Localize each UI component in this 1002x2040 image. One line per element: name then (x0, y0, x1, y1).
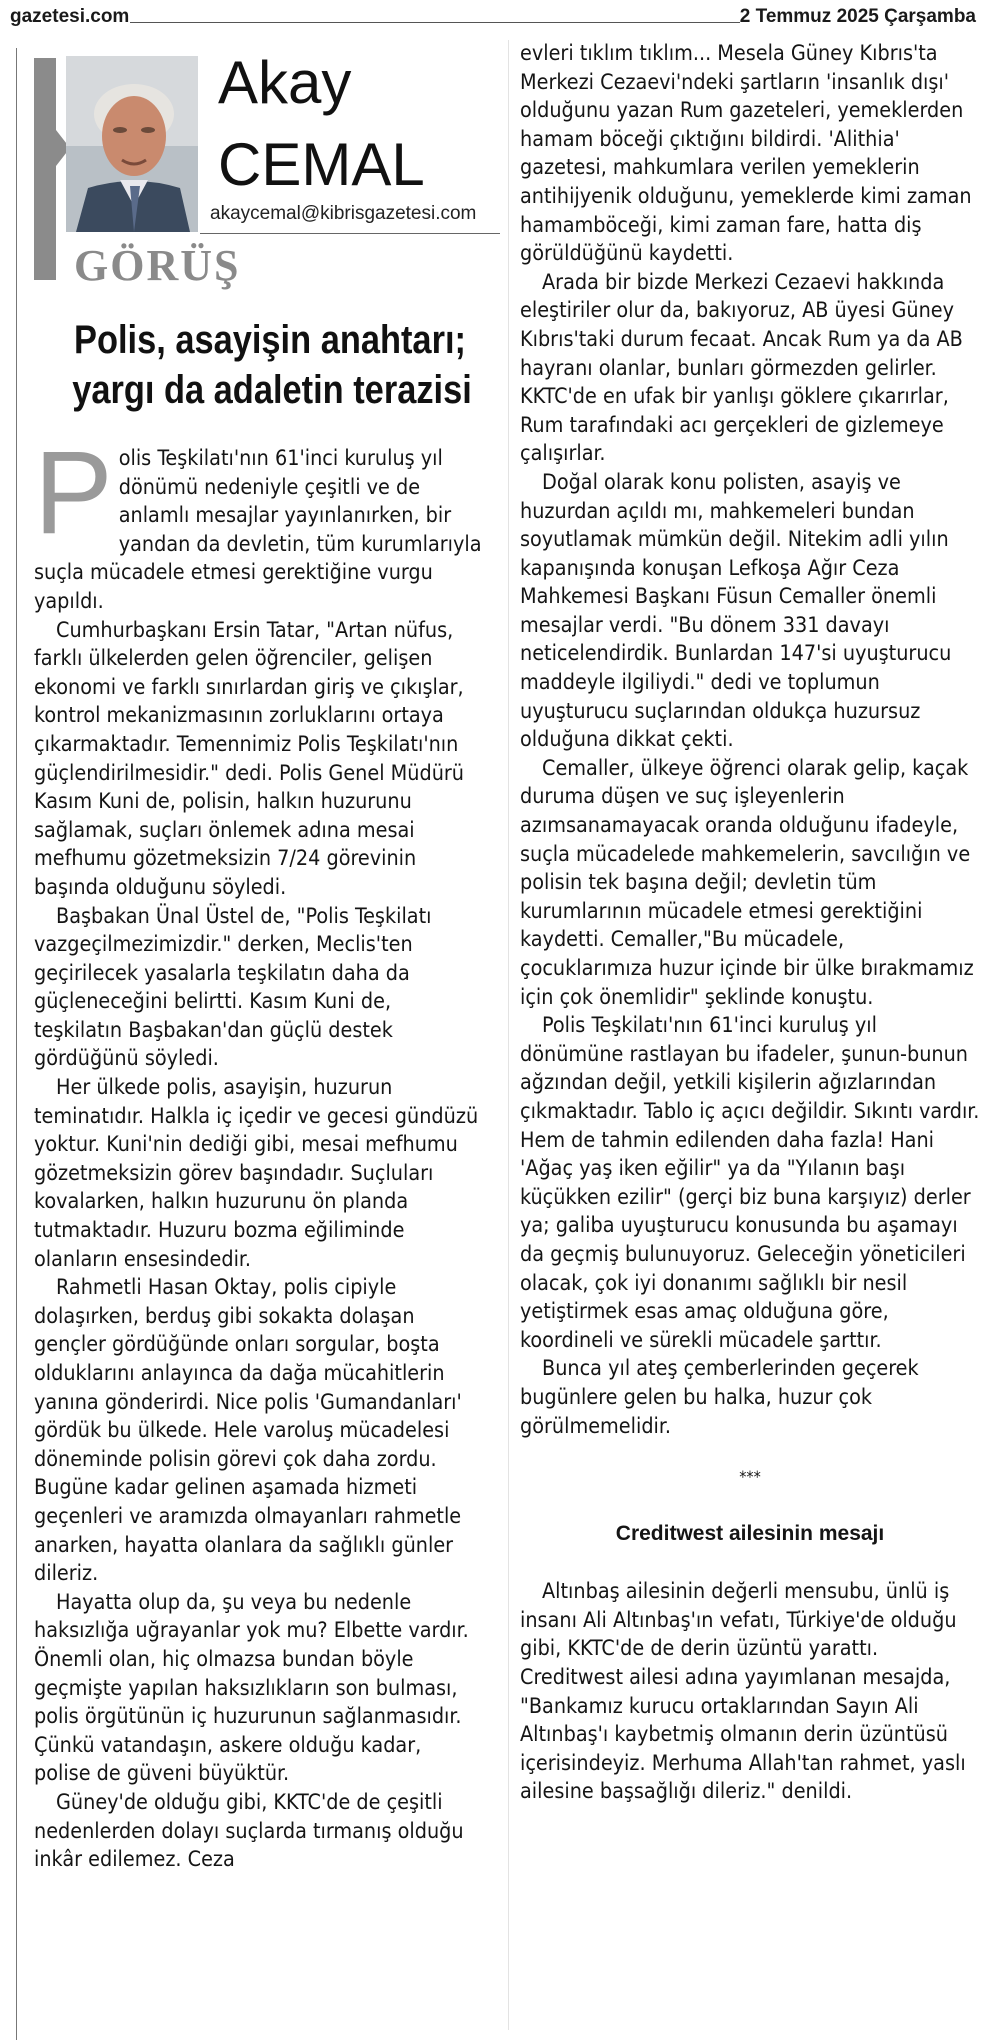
paragraph: Polis Teşkilatı'nın 61'inci kuruluş yıl dönümüne rastlayan bu ifadeler, şunun-bunun ağzından değil, yetkili kişilerin ağızlarından çıkmaktadır. Tablo iç açıcı değildir. Sıkıntı vardır. Hem de tahmin edilenden daha fazla! Hani 'Ağaç yaş iken eğilir" ya da "Yılanın başı küçükken ezilir" (gerçi biz buna karşıyız) derler ya; galiba uyuşturucu konusunda bu aşamayı da geçmiş bulunuyoruz. Geleceğin yöneticileri olacak, çok iyi donanımı sağlıklı bir nesil yetiştirmek esas amaç olduğuna göre, koordineli ve sürekli mücadele şarttır. (520, 1013, 980, 1353)
article-column-1 (34, 427, 482, 1875)
title-line-2: yargı da adaletin terazisi (72, 368, 472, 412)
header-rule (130, 22, 740, 23)
article-title (40, 315, 500, 415)
paragraph: Başbakan Ünal Üstel de, "Polis Teşkilatı vazgeçilmezimizdir." derken, Meclis'ten geçirilecek yasalarla teşkilatın daha da güçleneceğini belirtti. Kasım Kuni de, teşkilatın Başbakan'dan güçlü destek gördüğünü söyledi. (34, 903, 432, 1072)
section-bar (34, 58, 56, 280)
paragraph: Güney'de olduğu gibi, KKTC'de de çeşitli nedenlerden dolayı suçlarda tırmanış olduğu inkâr edilemez. Ceza (34, 1789, 464, 1873)
site-name: gazetesi.com (10, 6, 130, 27)
subheading: Creditwest ailesinin mesajı (615, 1521, 885, 1545)
title-line-1: Polis, asayişin anahtarı; (74, 318, 466, 362)
author-last-name: CEMAL (218, 131, 425, 198)
email-rule (200, 233, 500, 234)
paragraph: Doğal olarak konu polisten, asayiş ve huzurdan açıldı mı, mahkemeleri bundan soyutlamak mümkün değil. Nitekim adli yılın kapanışında konuşan Lefkoşa Ağır Ceza Mahkemesi Başkanı Füsun Cemaller önemli mesajlar verdi. "Bu dönem 331 davayı neticelendirdik. Bunlardan 147'si uyuşturucu maddeyle ilgiliydi." dedi ve toplumun uyuşturucu suçlarından oldukça huzursuz olduğuna dikkat çekti. (520, 469, 952, 753)
page-header (0, 0, 1002, 36)
paragraph: Rahmetli Hasan Oktay, polis cipiyle dolaşırken, berduş gibi sokakta dolaşan gençler gördüğünde onları sorgular, boşta olduklarını anlayınca da dağa mücahitlerin yanına gönderirdi. Nice polis 'Gumandanları' gördük bu ülkede. Hele varoluş mücadelesi döneminde polisin görevi çok daha zordu. Bugüne kadar gelinen aşamada hizmeti geçenleri ve aramızda olmayanları rahmetle anarken, hayatta olanlara da sağlıklı günler dileriz. (34, 1275, 462, 1587)
paragraph: Bunca yıl ateş çemberlerinden geçerek bugünlere gelen bu halka, huzur çok görülmemelidir. (520, 1356, 919, 1439)
section-separator: *** (739, 1467, 761, 1487)
author-email: akaycemal@kibrisgazetesi.com (210, 203, 477, 224)
paragraph: Cemaller, ülkeye öğrenci olarak gelip, kaçak duruma düşen ve suç işleyenlerin azımsanamayacak oranda olduğunu ifadeyle, suçla mücadelede mahkemelerin, savcılığın ve polisin tek başına değil; devletin tüm kurumlarının mücadele etmesi gerektiğini kaydetti. Cemaller,"Bu mücadele, çocuklarımıza huzur içinde bir ülke bırakmamız için çok önemlidir" şeklinde konuştu. (520, 755, 974, 1010)
author-first-name: Akay (218, 49, 352, 116)
page-frame (16, 48, 17, 2040)
article-column-2 (520, 40, 980, 1807)
section-label: GÖRÜŞ (74, 241, 241, 290)
paragraph: Cumhurbaşkanı Ersin Tatar, "Artan nüfus, farklı ülkelerden gelen öğrenciler, gelişen ekonomi ve farklı sınırlardan giriş ve çıkışlar, kontrol mekanizmasının zorluklarını ortaya çıkarmaktadır. Temennimiz Polis Teşkilatı'nın güçlendirilmesidir." dedi. Polis Genel Müdürü Kasım Kuni de, polisin, halkın huzurunu sağlamak, suçları önlemek adına mesai mefhumu gözetmeksizin 7/24 görevinin başında olduğunu söyledi. (34, 617, 464, 900)
author-photo (66, 56, 198, 232)
issue-date: 2 Temmuz 2025 Çarşamba (739, 6, 976, 27)
paragraph: Arada bir bizde Merkezi Cezaevi hakkında eleştiriler olur da, bakıyoruz, AB üyesi Güney Kıbrıs'taki durum fecaat. Ancak Rum ya da AB hayranı olanlar, bunları görmezden gelirler. KKTC'de en ufak bir yanlışı göklere çıkarırlar, Rum tarafındaki acı gerçekleri de gizlemeye çalışırlar. (520, 269, 963, 467)
paragraph: Polis Teşkilatı'nın 61'inci kuruluş yıl dönümü nedeniyle çeşitli ve de anlamlı mesajlar yayınlanırken, bir yandan da devletin, tüm kurumlarıyla suçla mücadele etmesi gerektiğine vurgu yapıldı. (34, 427, 482, 614)
paragraph: Hayatta olup da, şu veya bu nedenle haksızlığa uğrayanlar yok mu? Elbette vardır. Önemli olan, hiç olmazsa bundan böyle geçmişte yapılan haksızlıkların son bulması, polis örgütünün iç huzurunun sağlanmasıdır. Çünkü vatandaşın, askere olduğu kadar, polise de güveni büyüktür. (34, 1589, 469, 1787)
paragraph: Altınbaş ailesinin değerli mensubu, ünlü iş insanı Ali Altınbaş'ın vefatı, Türkiye'de olduğu gibi, KKTC'de de derin üzüntü yarattı. Creditwest ailesi adına yayımlanan mesajda, "Bankamız kurucu ortaklarından Sayın Ali Altınbaş'ı kaybetmiş olmanın derin üzüntüsü içerisindeyiz. Merhuma Allah'tan rahmet, yaslı ailesine başsağlığı dileriz." denildi. (520, 1579, 966, 1805)
drop-cap: P (34, 427, 113, 559)
column-divider (508, 40, 509, 2030)
paragraph: evleri tıklım tıklım... Mesela Güney Kıbrıs'ta Merkezi Cezaevi'ndeki şartların 'insanlık dışı' olduğunu yazan Rum gazeteleri, yemeklerden hamam böceği çıktığını bildirdi. 'Alithia' gazetesi, mahkumlara verilen yemeklerin antihijyenik olduğunu, yemeklerde kimi zaman hamamböceği, kimi zaman fare, hatta diş görüldüğünü kaydetti. (520, 41, 972, 267)
paragraph: Her ülkede polis, asayişin, huzurun teminatıdır. Halkla iç içedir ve gecesi gündüzü yoktur. Kuni'nin dediği gibi, mesai mefhumu gözetmeksizin görev başındadır. Suçluları kovalarken, halkın huzurunu ön planda tutmaktadır. Huzuru bozma eğiliminde olanların ensesindedir. (34, 1075, 479, 1272)
